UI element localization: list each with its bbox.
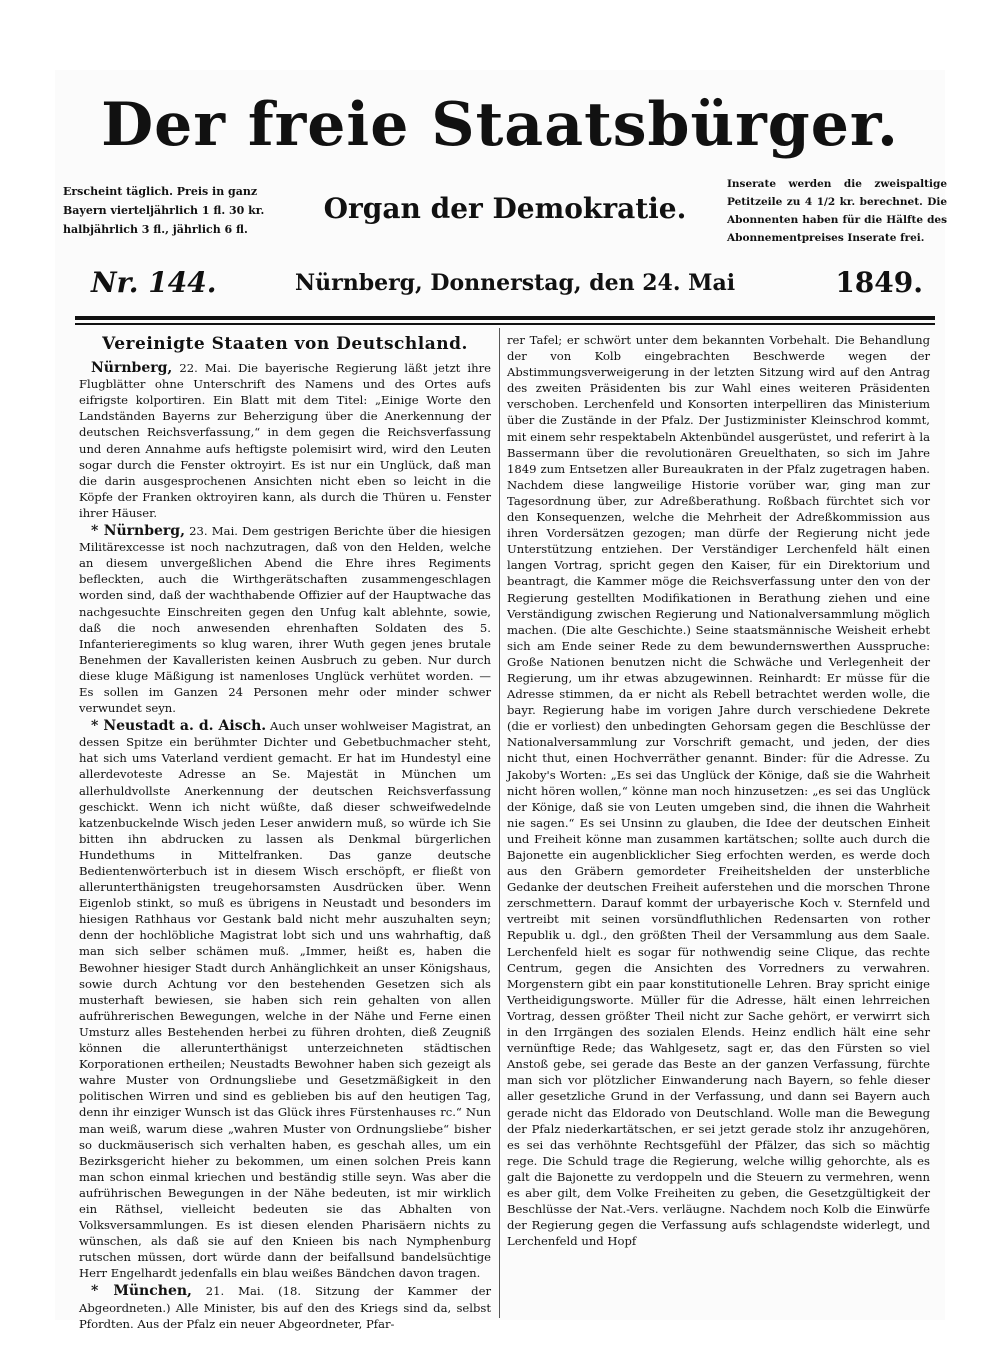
- place-date: Nürnberg, Donnerstag, den 24. Mai: [295, 270, 736, 296]
- article-paragraph: [79, 523, 491, 716]
- header-rule-thin: [75, 323, 935, 325]
- article-paragraph: [79, 360, 491, 521]
- left-column: [79, 332, 491, 1334]
- dateline-city: * Neustadt a. d. Aisch.: [91, 718, 267, 735]
- column-divider: [499, 328, 500, 1318]
- dateline-city: * Nürnberg,: [91, 523, 185, 540]
- section-title: Vereinigte Staaten von Deutschland.: [102, 334, 468, 354]
- newspaper-title: Der freie Staatsbürger.: [101, 90, 899, 160]
- right-column: [507, 332, 930, 1251]
- article-paragraph: [79, 718, 491, 1281]
- article-continuation: rer Tafel; er schwört unter dem bekannten Vorbehalt. Die Behandlung der von Kolb eingebrachten Beschwerde wegen der Abstimmungsverweigerung in der letzten Sitzung wird auf den Antrag des zweiten Präsidenten bis zur Wahl eines weiteren Präsidenten verschoben. Lerchenfeld und Konsorten interpelliren das Ministerium über die Zustände in der Pfalz. Der Justizminister Kleinschrod kommt, mit einem sehr respektabeln Aktenbündel ausgerüstet, und referirt à la Bassermann über die revolutionären Greuelthaten, so sich im Jahre 1849 zum Entsetzen aller Bureaukraten in der Pfalz zugetragen haben. Nachdem diese langweilige Historie vorüber war, ging man zur Tagesordnung über, zur Adreßberathung. Roßbach fürchtet sich vor den Konsequenzen, welche die Mehrheit der Adreßkommission aus ihren Vordersätzen gezogen; man dürfe der Regierung nicht jede Unterstützung entziehen. Der Verständiger Lerchenfeld hält einen langen Vortrag, spricht gegen den Kaiser, für ein Direktorium und beantragt, die Kammer möge die Reichsverfassung unter den von der Regierung gestellten Modifikationen in Berathung ziehen und eine Verständigung zwischen Regierung und Nationalversammlung möglich machen. (Die alte Geschichte.) Seine staatsmännische Weisheit erhebt sich am Ende seiner Rede zu dem bewundernswerthen Ausspruche: Große Nationen benutzen nicht die Schwäche und Verlegenheit der Regierung, um ihr etwas abzugewinnen. Reinhardt: Er müsse für die Adresse stimmen, da er nicht als Rebell betrachtet werden wolle, die bayr. Regierung habe im vorigen Jahre durch verschiedene Dekrete (die er vorliest) den unbedingten Gehorsam gegen die Beschlüsse der Nationalversammlung zur Vorschrift gemacht, und jeden, der dies nicht thut, einen Hochverräther genannt. Binder: für die Adresse. Zu Jakoby's Worten: „Es sei das Unglück der Könige, daß sie die Wahrheit nicht hören wollen,“ könne man noch hinzusetzen: „es sei das Unglück der Könige, daß sie von Leuten umgeben sind, die ihnen die Wahrheit nie sagen.“ Es sei Unsinn zu glauben, die Idee der deutschen Einheit und Freiheit könne man zusammen kartätschen; sollte auch durch die Bajonette ein augenblicklicher Sieg erfochten werden, es werde doch aus den Gräbern gemordeter Freiheitshelden der unsterbliche Gedanke der deutschen Freiheit auferstehen und die morschen Throne zerschmettern. Darauf kommt der urbayerische Koch v. Sternfeld und vertreibt mit seinen vorsündfluthlichen Redensarten von rother Republik u. dgl., den größten Theil der Versammlung aus dem Saale. Lerchenfeld hielt es sogar für nothwendig seine Clique, das rechte Centrum, gegen die Ansichten des Vorredners zu verwahren. Morgenstern gibt ein paar konstitutionelle Lehren. Bray spricht einige Vertheidigungsworte. Müller für die Adresse, hält einen lehrreichen Vortrag, dessen größter Theil nicht zur Sache gehört, er verwirrt sich in den Irrgängen des sozialen Elends. Heinz endlich hält eine sehr vernünftige Rede; das Wahlgesetz, sagt er, das den Fürsten so viel Anstoß gebe, sei gerade das Beste an der ganzen Verfassung, fürchte man sich vor plötzlicher Einwanderung nach Bayern, so fehle dieser aller gesetzliche Grund in der Verfassung, und dann sei Bayern auch gerade nicht das Eldorado von Deutschland. Wolle man die Bewegung der Pfalz niederkartätschen, er sei jetzt gerade stolz ihr anzugehören, es sei das verhöhnte Rechtsgefühl der Pfälzer, das sich so mächtig rege. Die Schuld trage die Regierung, welche willig gehorchte, als es galt die Bajonette zu verdoppeln und die Steuern zu vermehren, wenn es aber gilt, dem Volke Freiheiten zu geben, die Gesetzgültigkeit der Beschlüsse der Nat.-Vers. verläugne. Nachdem noch Kolb die Einwürfe der Regierung gegen die Verfassung aufs schlagendste widerlegt, und Lerchenfeld und Hopf: [507, 333, 930, 1249]
- article-text: 22. Mai. Die bayerische Regierung läßt jetzt ihre Flugblätter ohne Unterschrift des Namens und des Ortes aufs eifrigste kolportiren. Ein Blatt mit dem Titel: „Einige Worte den Landständen Bayerns zur Beherzigung über die Anerkennung der deutschen Reichsverfassung,“ in dem gegen die Reichsverfassung und deren Annahme aufs heftigste polemisirt wird, wird den Leuten sogar durch die Fenster oktroyirt. Es ist nur ein Unglück, daß man die darin ausgesprochenen Ansichten nicht eben so leicht in die Köpfe der Franken oktroyiren kann, als durch die Thüren u. Fenster ihrer Häuser.: [79, 361, 491, 520]
- advertising-info: Inserate werden die zweispaltige Petitzeile zu 4 1/2 kr. berechnet. Die Abonnenten haben für die Hälfte des Abonnementpreises Inserate frei.: [727, 178, 947, 244]
- dateline-city: * München,: [91, 1283, 192, 1300]
- newspaper-page: [55, 70, 947, 1331]
- article-text: 23. Mai. Dem gestrigen Berichte über die hiesigen Militärexcesse ist noch nachzutragen, daß von den Helden, welche an diesem unvergeßlichen Abend die Ehre ihres Regiments befleckten, auch die Wirthgerätschaften zusammengeschlagen worden sind, daß der wachthabende Offizier auf der Hauptwache das nachgesuchte Einschreiten gegen den Unfug kalt ablehnte, sowie, daß die noch anwesenden ehrenhaften Soldaten des 5. Infanterieregiments so klug waren, ihrer Wuth gegen jenes brutale Benehmen der Kavalleristen keinen Ausbruch zu geben. Nur durch diese kluge Mäßigung ist namenloses Unglück verhütet worden. — Es sollen im Ganzen 24 Personen mehr oder minder schwer verwundet seyn.: [79, 524, 491, 716]
- dateline: [63, 266, 923, 302]
- article-text: 21. Mai. (18. Sitzung der Kammer der Abgeordneten.) Alle Minister, bis auf den des Kriegs sind da, selbst Pfordten. Aus der Pfalz ein neuer Abgeordneter, Pfar-: [79, 1284, 491, 1331]
- header-rule-thick: [75, 316, 935, 320]
- dateline-city: Nürnberg,: [91, 360, 173, 377]
- article-paragraph: [79, 1283, 491, 1331]
- subscription-info: Erscheint täglich. Preis in ganz Bayern vierteljährlich 1 fl. 30 kr. halbjährlich 3 fl., jährlich 6 fl.: [63, 185, 265, 236]
- year: 1849.: [835, 266, 923, 299]
- article-text: Auch unser wohlweiser Magistrat, an dessen Spitze ein berühmter Dichter und Gebetbuchmacher steht, hat sich ums Vaterland verdient gemacht. Er hat im Hundestyl eine allerdevoteste Adresse an Se. Majestät in München um allerhuldvollste Anerkennung der deutschen Reichsverfassung geschickt. Wenn ich nicht wüßte, daß dieser schweifwedelnde katzenbuckelnde Wisch jeden Leser anwidern muß, so würde ich Sie bitten ihn abdrucken zu lassen als Denkmal bürgerlichen Hundethums in Mittelfranken. Das ganze deutsche Bedientenwörterbuch ist in diesem Wisch erschöpft, er fließt von allerunterthänigsten treugehorsamsten Ausdrücken über. Wenn Eigenlob stinkt, so muß es übrigens in Neustadt und besonders im hiesigen Rathhaus vor Gestank bald nicht mehr auszuhalten seyn; denn der hochlöbliche Magistrat lobt sich und uns wahrhaftig, daß man sich selber schämen muß. „Immer, heißt es, haben die Bewohner hiesiger Stadt durch Anhänglichkeit an unser Königshaus, sowie durch Achtung vor den bestehenden Gesetzen sich als musterhaft bewiesen, sie haben sich rein gehalten von allen aufrührerischen Bewegungen, welche in der Nähe und Ferne einen Umsturz alles Bestehenden herbei zu führen drohten, dieß Zeugniß können die allerunterthänigst unterzeichneten städtischen Korporationen ertheilen; Neustadts Bewohner haben sich gezeigt als wahre Muster von Ordnungsliebe und Gesetzmäßigkeit in den politischen Wirren und sind es geblieben bis auf den heutigen Tag, denn ihr einziger Wunsch ist das Glück ihres Fürstenhauses rc.“ Nun man weiß, warum diese „wahren Muster von Ordnungsliebe“ bisher so duckmäuserisch sich verhalten haben, es geschah alles, um ein Bezirksgericht hieher zu bekommen, um einen solchen Preis kann man schon einmal kriechen und beständig stille seyn. Was aber die aufrührischen Bewegungen in der Nähe bedeuten, ist mir wirklich ein Räthsel, vielleicht bedeuten sie das Abhalten von Volksversammlungen. Es ist diesen elenden Pharisäern nichts zu wünschen, als daß sie auf den Knieen bis nach Nymphenburg rutschen müssen, dort würde dann der beifallsund bandelsüchtige Herr Engelhardt jedenfalls ein blau weißes Bändchen davon tragen.: [79, 719, 492, 1281]
- newspaper-subtitle: Organ der Demokratie.: [323, 192, 687, 225]
- issue-number: Nr. 144.: [91, 266, 217, 299]
